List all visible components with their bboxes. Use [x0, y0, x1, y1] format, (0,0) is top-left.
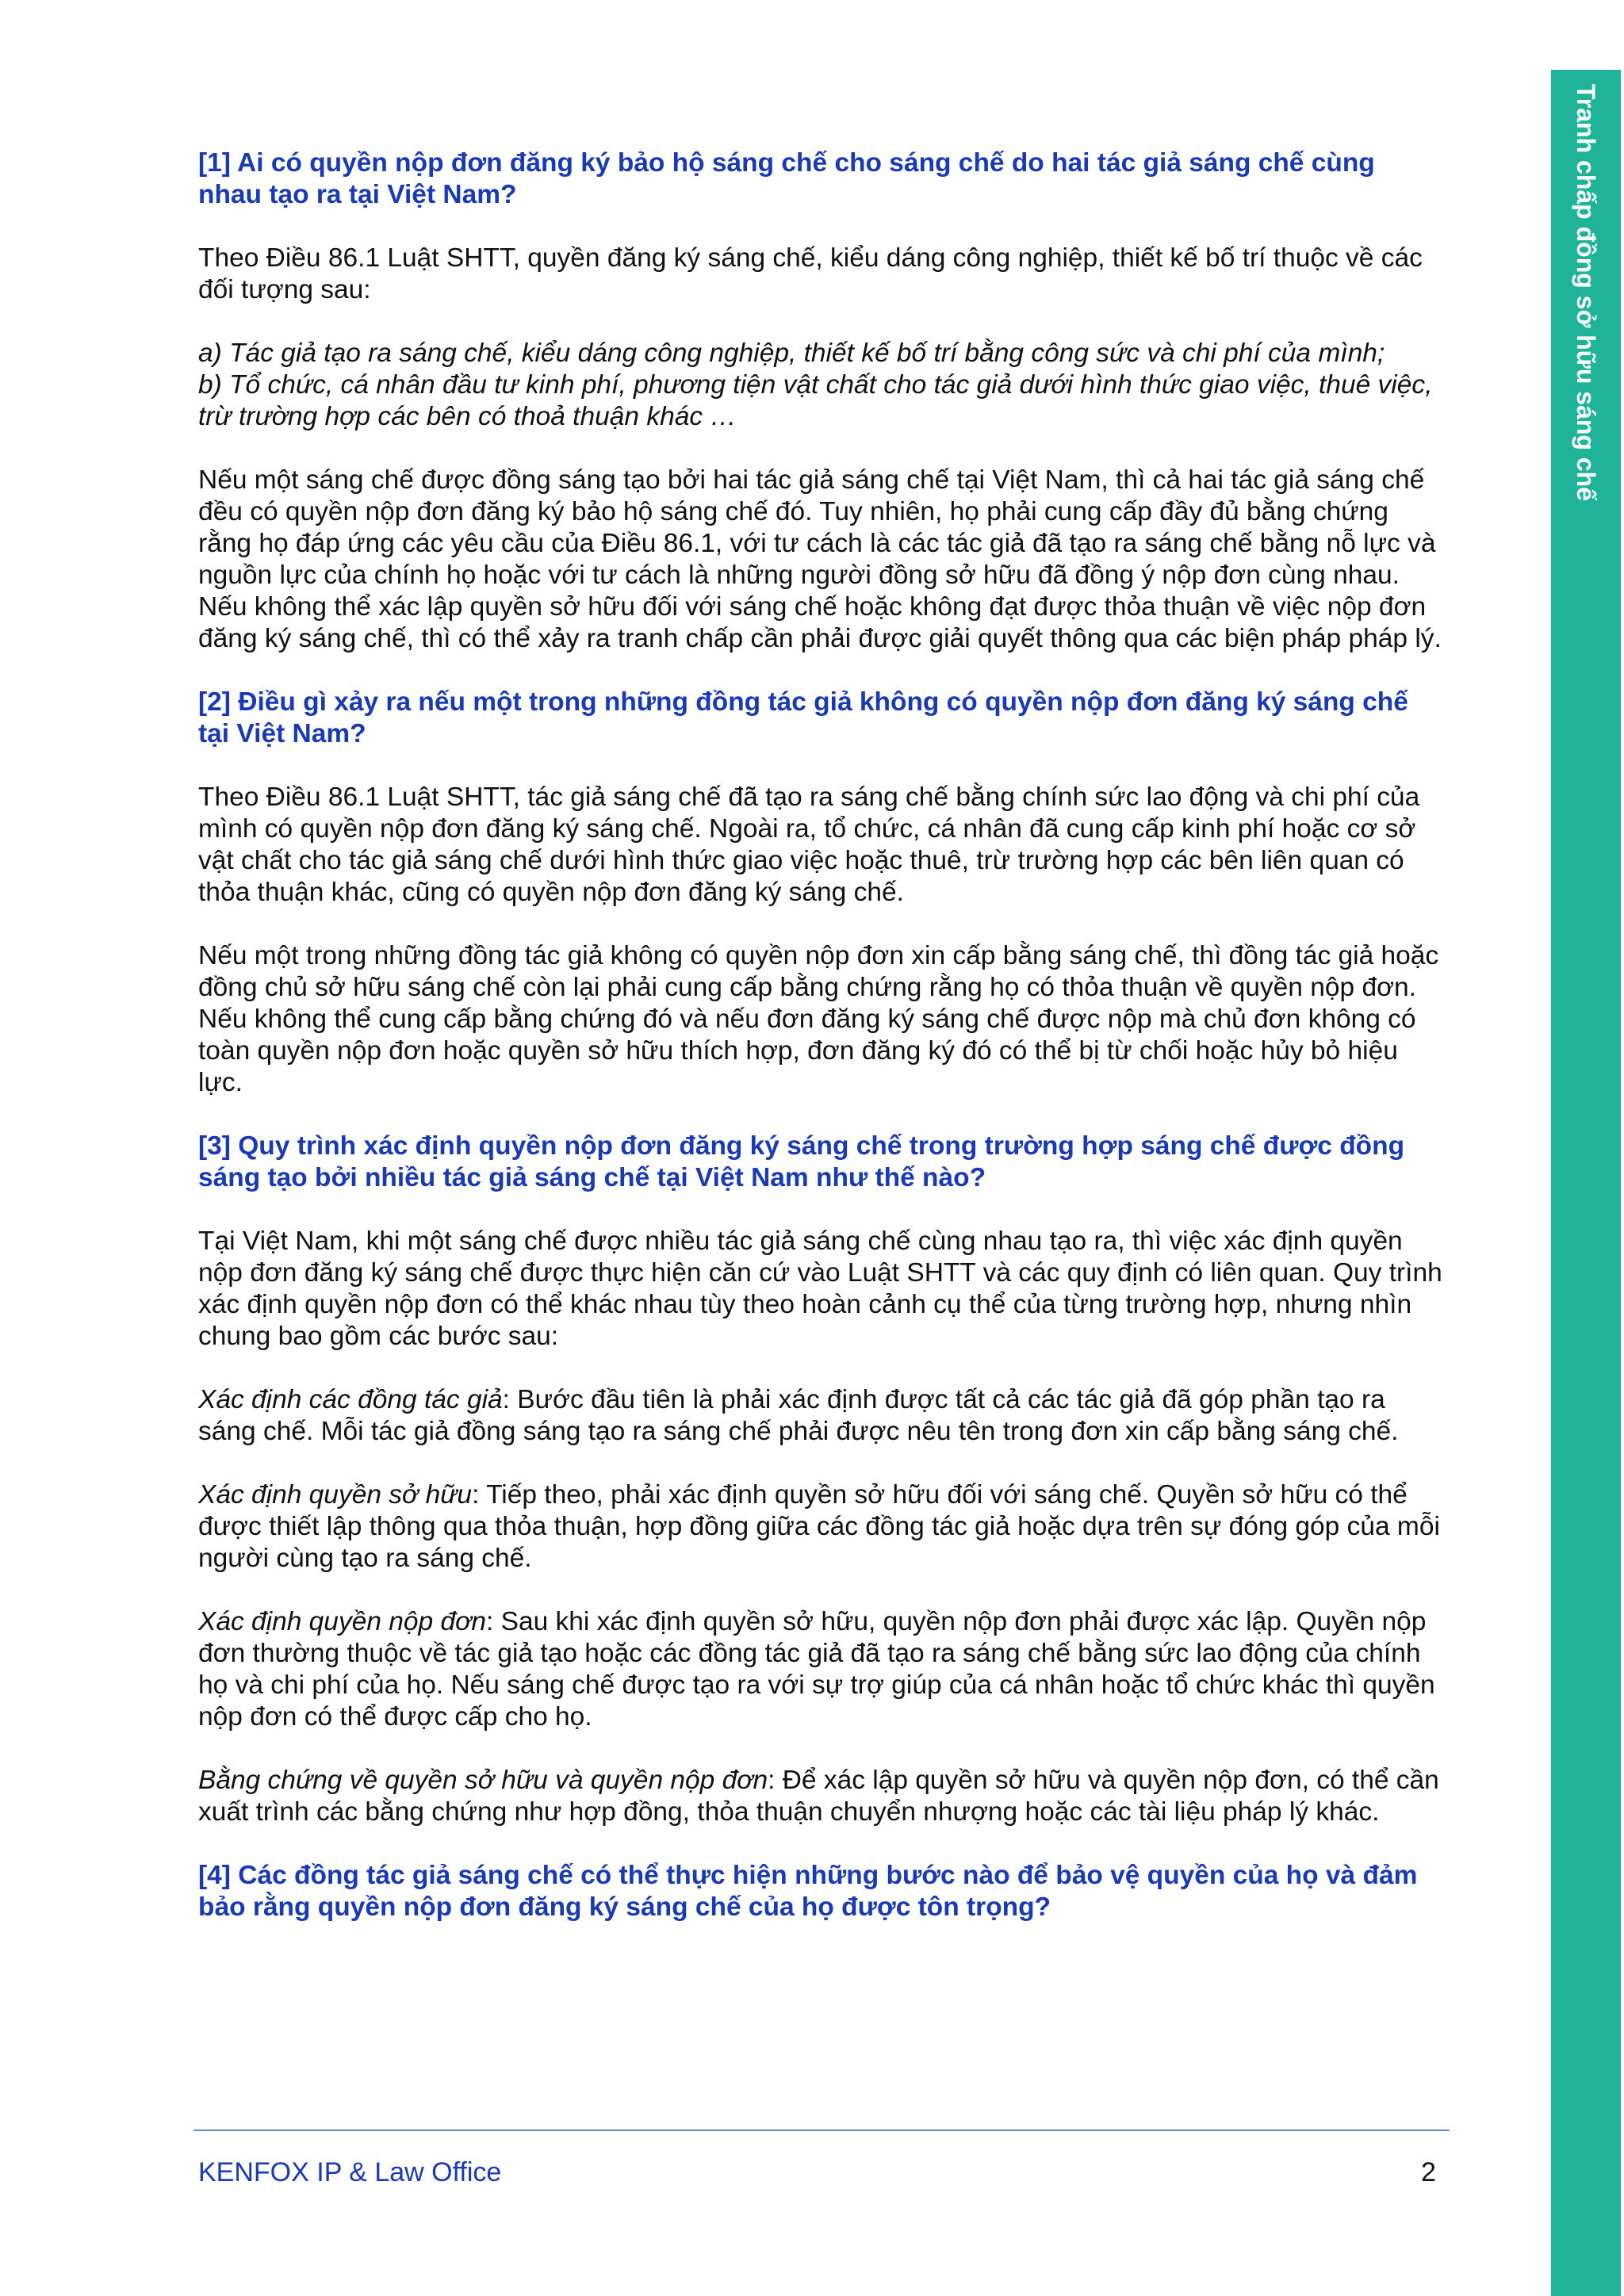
question-4-heading: [4] Các đồng tác giả sáng chế có thể thực hiện những bước nào để bảo vệ quyền của họ và đảm bảo rằng quyền nộp đơn đăng ký sáng chế của họ được tôn trọng? — [198, 1861, 1418, 1922]
question-2-heading: [2] Điều gì xảy ra nếu một trong những đồng tác giả không có quyền nộp đơn đăng ký sáng chế tại Việt Nam? — [198, 687, 1408, 748]
step-label: Xác định quyền nộp đơn — [198, 1607, 486, 1636]
step-label: Bằng chứng về quyền sở hữu và quyền nộp đơn — [198, 1766, 768, 1795]
question-1-heading: [1] Ai có quyền nộp đơn đăng ký bảo hộ sáng chế cho sáng chế do hai tác giả sáng chế cùng nhau tạo ra tại Việt Nam? — [198, 148, 1375, 209]
paragraph: Nếu một sáng chế được đồng sáng tạo bởi hai tác giả sáng chế tại Việt Nam, thì cả hai tác giả sáng chế đều có quyền nộp đơn đăng ký bảo hộ sáng chế đó. Tuy nhiên, họ phải cung cấp đầy đủ bằng chứng rằng họ đáp ứng các yêu cầu của Điều 86.1, với tư cách là các tác giả đã tạo ra sáng chế bằng nỗ lực và nguồn lực của chính họ hoặc với tư cách là những người đồng sở hữu đã đồng ý nộp đơn cùng nhau. Nếu không thể xác lập quyền sở hữu đối với sáng chế hoặc không đạt được thỏa thuận về việc nộp đơn đăng ký sáng chế, thì có thể xảy ra tranh chấp cần phải được giải quyết thông qua các biện pháp pháp lý. — [198, 465, 1442, 653]
paragraph: Theo Điều 86.1 Luật SHTT, quyền đăng ký sáng chế, kiểu dáng công nghiệp, thiết kế bố trí thuộc về các đối tượng sau: — [198, 243, 1423, 304]
question-3-heading: [3] Quy trình xác định quyền nộp đơn đăng ký sáng chế trong trường hợp sáng chế được đồng sáng tạo bởi nhiều tác giả sáng chế tại Việt Nam như thế nào? — [198, 1131, 1405, 1192]
side-tab — [1551, 70, 1621, 2296]
quote-item-a: a) Tác giả tạo ra sáng chế, kiểu dáng công nghiệp, thiết kế bố trí bằng công sức và chi phí của mình; — [198, 339, 1385, 368]
step-label: Xác định các đồng tác giả — [198, 1385, 503, 1414]
step-paragraph — [198, 1606, 1443, 1733]
paragraph: Theo Điều 86.1 Luật SHTT, tác giả sáng chế đã tạo ra sáng chế bằng chính sức lao động và chi phí của mình có quyền nộp đơn đăng ký sáng chế. Ngoài ra, tổ chức, cá nhân đã cung cấp kinh phí hoặc cơ sở vật chất cho tác giả sáng chế dưới hình thức giao việc hoặc thuê, trừ trường hợp các bên liên quan có thỏa thuận khác, cũng có quyền nộp đơn đăng ký sáng chế. — [198, 783, 1420, 907]
step-paragraph — [198, 1765, 1443, 1828]
step-paragraph — [198, 1479, 1443, 1575]
footer-divider — [193, 2130, 1450, 2131]
quote-item-b: b) Tổ chức, cá nhân đầu tư kinh phí, phương tiện vật chất cho tác giả dưới hình thức giao việc, thuê việc, trừ trường hợp các bên có thoả thuận khác … — [198, 370, 1433, 431]
document-body — [198, 147, 1443, 1955]
side-tab-title: Tranh chấp đồng sở hữu sáng chế — [1572, 84, 1600, 501]
footer-firm-name: KENFOX IP & Law Office — [198, 2157, 502, 2187]
step-text: : Tiếp theo, phải xác định quyền sở hữu đối với sáng chế. Quyền sở hữu có thể được thiết lập thông qua thỏa thuận, hợp đồng giữa các đồng tác giả hoặc dựa trên sự đóng góp của mỗi người cùng tạo ra sáng chế. — [198, 1480, 1440, 1573]
paragraph: Tại Việt Nam, khi một sáng chế được nhiều tác giả sáng chế cùng nhau tạo ra, thì việc xác định quyền nộp đơn đăng ký sáng chế được thực hiện căn cứ vào Luật SHTT và các quy định có liên quan. Quy trình xác định quyền nộp đơn có thể khác nhau tùy theo hoàn cảnh cụ thể của từng trường hợp, nhưng nhìn chung bao gồm các bước sau: — [198, 1226, 1442, 1351]
step-text: : Sau khi xác định quyền sở hữu, quyền nộp đơn phải được xác lập. Quyền nộp đơn thường thuộc về tác giả tạo hoặc các đồng tác giả đã tạo ra sáng chế bằng sức lao động của chính họ và chi phí của họ. Nếu sáng chế được tạo ra với sự trợ giúp của cá nhân hoặc tổ chức khác thì quyền nộp đơn có thể được cấp cho họ. — [198, 1607, 1435, 1732]
paragraph: Nếu một trong những đồng tác giả không có quyền nộp đơn xin cấp bằng sáng chế, thì đồng tác giả hoặc đồng chủ sở hữu sáng chế còn lại phải cung cấp bằng chứng rằng họ có thỏa thuận về quyền nộp đơn. Nếu không thể cung cấp bằng chứng đó và nếu đơn đăng ký sáng chế được nộp mà chủ đơn không có toàn quyền nộp đơn hoặc quyền sở hữu thích hợp, đơn đăng ký đó có thể bị từ chối hoặc hủy bỏ hiệu lực. — [198, 941, 1439, 1097]
legal-quote — [198, 338, 1443, 433]
step-label: Xác định quyền sở hữu — [198, 1480, 473, 1510]
step-text: : Để xác lập quyền sở hữu và quyền nộp đơn, có thể cần xuất trình các bằng chứng như hợp đồng, thỏa thuận chuyển nhượng hoặc các tài liệu pháp lý khác. — [198, 1766, 1439, 1827]
step-paragraph — [198, 1384, 1443, 1448]
page-number: 2 — [1421, 2157, 1436, 2187]
step-text: : Bước đầu tiên là phải xác định được tất cả các tác giả đã góp phần tạo ra sáng chế. Mỗi tác giả đồng sáng tạo ra sáng chế phải được nêu tên trong đơn xin cấp bằng sáng chế. — [198, 1385, 1399, 1446]
